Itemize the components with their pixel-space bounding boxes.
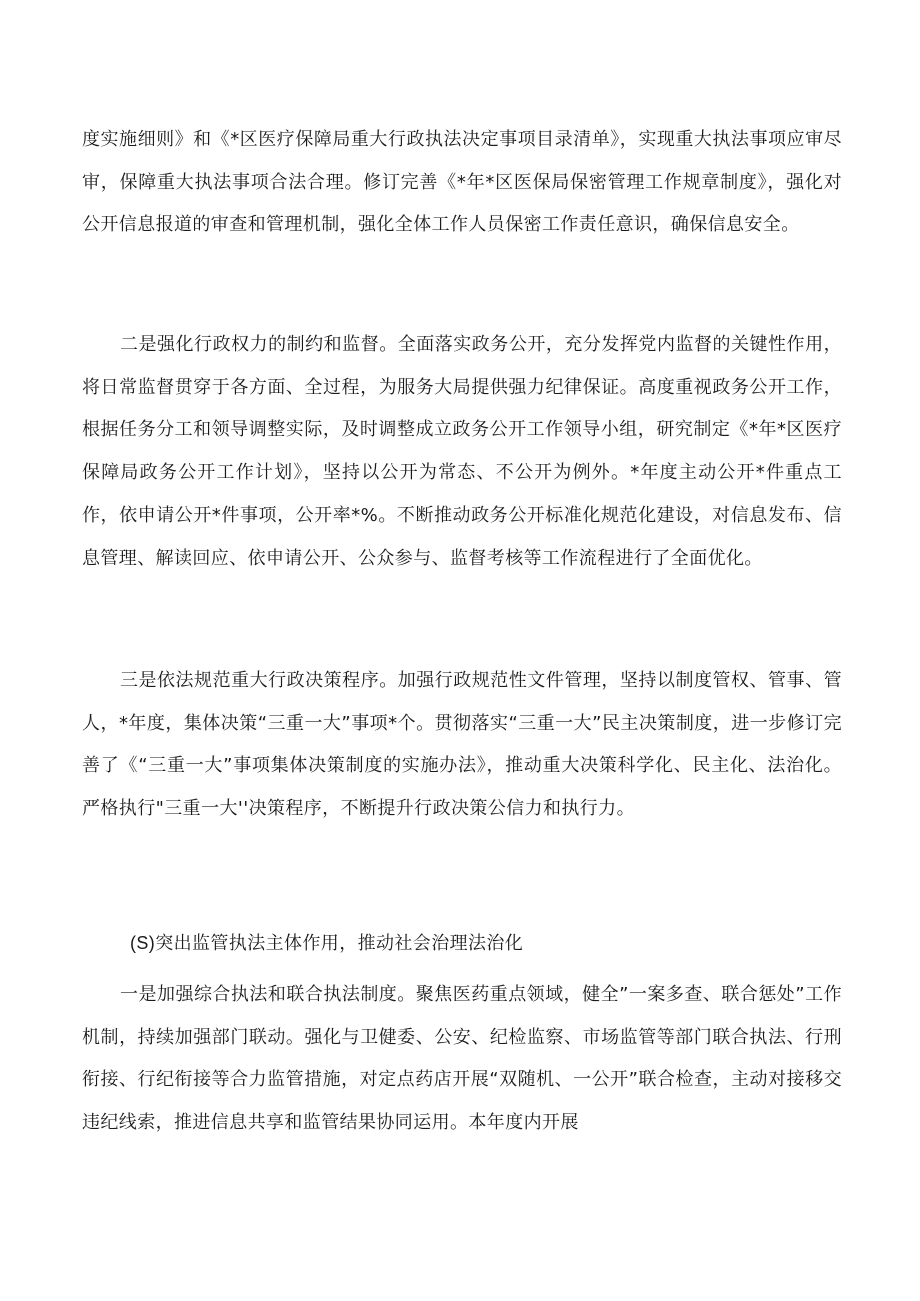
paragraph-administrative-oversight: 二是强化行政权力的制约和监督。全面落实政务公开，充分发挥党内监督的关键性作用，将日常监督贯穿于各方面、全过程，为服务大局提供强力纪律保证。高度重视政务公开工作，根据任务分工和领导调整实际，及时调整成立政务公开工作领导小组，研究制定《*年*区医疗保障局政务公开工作计划》，坚持以公开为常态、不公开为例外。*年度主动公开*件重点工作，依申请公开*件事项，公开率*%。不断推动政务公开标准化规范化建设，对信息发布、信息管理、解读回应、依申请公开、公众参与、监督考核等工作流程进行了全面优化。	[82, 334, 842, 569]
section-heading	[130, 922, 523, 966]
section-heading-number: (S)	[130, 933, 156, 953]
paragraph-major-decisions: 三是依法规范重大行政决策程序。加强行政规范性文件管理，坚持以制度管权、管事、管人，*年度，集体决策“三重一大”事项*个。贯彻落实“三重一大”民主决策制度，进一步修订完善了《“三重一大”事项集体决策制度的实施办法》，推动重大决策科学化、民主化、法治化。严格执行"三重一大''决策程序，不断提升行政决策公信力和执行力。	[82, 670, 842, 820]
section-heading-text: 突出监管执法主体作用，推动社会治理法治化	[155, 933, 524, 954]
paragraph-regulations: 度实施细则》和《*区医疗保障局重大行政执法决定事项目录清单》，实现重大执法事项应审尽审，保障重大执法事项合法合理。修订完善《*年*区医保局保密管理工作规章制度》，强化对公开信息报道的审查和管理机制，强化全体工作人员保密工作责任意识，确保信息安全。	[82, 129, 842, 236]
paragraph-joint-enforcement: 一是加强综合执法和联合执法制度。聚焦医药重点领域，健全”一案多查、联合惩处”工作机制，持续加强部门联动。强化与卫健委、公安、纪检监察、市场监管等部门联合执法、行刑衔接、行纪衔接等合力监管措施，对定点药店开展“双随机、一公开”联合检查，主动对接移交违纪线索，推进信息共享和监管结果协同运用。本年度内开展	[82, 984, 842, 1134]
